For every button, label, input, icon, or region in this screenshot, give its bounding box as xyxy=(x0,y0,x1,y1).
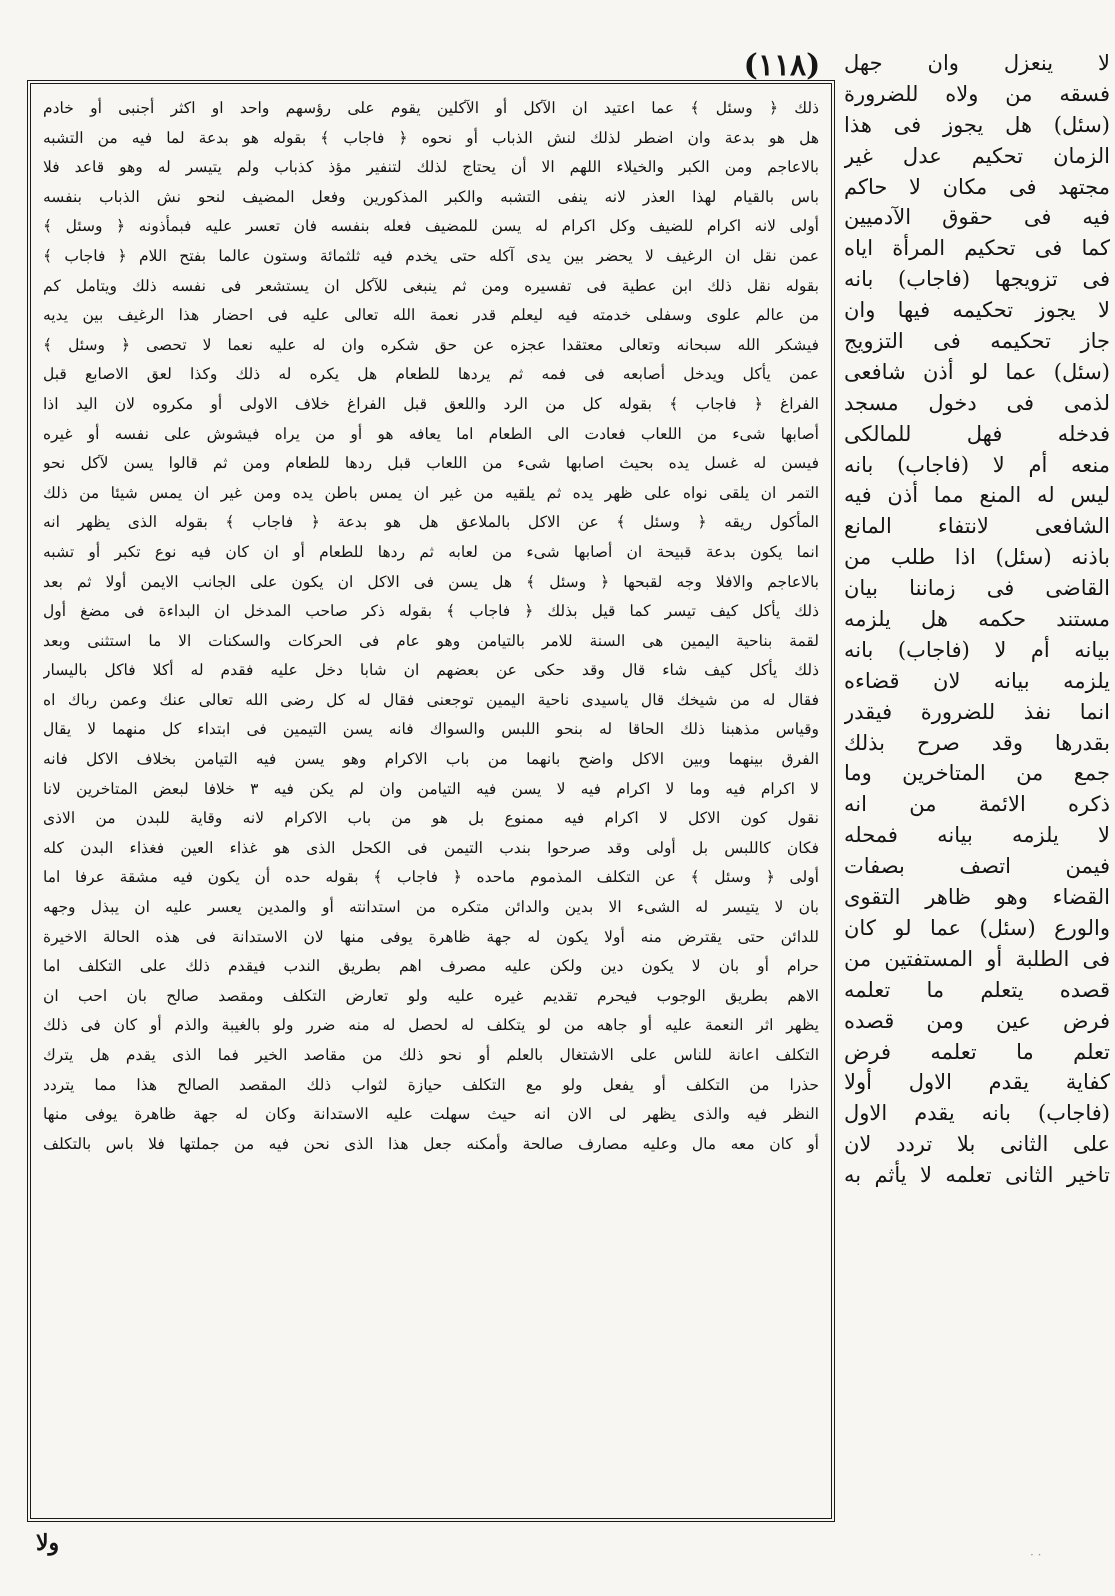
margin-note-line: جمع من المتاخرين وما xyxy=(844,761,1110,786)
main-text-line: عمن يأكل ويدخل أصابعه فى فمه ثم يردها للطعام هل يكره له ذلك وكذا لعق الاصابع قبل xyxy=(43,365,819,384)
margin-note-line: بقدرها وقد صرح بذلك xyxy=(844,730,1110,755)
margin-note-line: فرض عين ومن قصده xyxy=(844,1008,1110,1033)
main-text-line: ذلك يأكل كيف شاء قال وقد حكى عن بعضهم ان شابا دخل عليه فقدم له أكلا فاكل باليسار xyxy=(43,661,819,680)
page-number: (١١٨) xyxy=(743,48,821,83)
page-smudge: · · xyxy=(1030,1548,1042,1562)
main-text-line: هل هو بدعة وان اضطر لذلك لنش الذباب أو نحوه ﴿ فاجاب ﴾ بقوله هو بدعة لما فيه من التشبه xyxy=(43,128,819,147)
main-text-line: بالاعاجم والافلا وجه لقبحها ﴿ وسئل ﴾ هل يسن فى الاكل ان يكون على الجانب الايمن أولا ثم بعد xyxy=(43,572,819,591)
main-text-line: فيشكر الله سبحانه وتعالى معتقدا عجزه عن حق شكره وان له عليه نعما لا تحصى ﴿ وسئل ﴾ xyxy=(43,335,819,354)
main-text-line: انما يكون بدعة قبيحة ان أصابها شىء من لعابه ثم ردها للطعام أو ان كان فيه نوع تكبر أو تشبه xyxy=(43,542,819,561)
margin-note-line: فى تزويجها (فاجاب) بانه xyxy=(844,267,1110,292)
margin-note-line: لا يلزمه بيانه فمحله xyxy=(844,823,1110,848)
main-text-line: المأكول ريقه ﴿ وسئل ﴾ عن الاكل بالملاعق هل هو بدعة ﴿ فاجاب ﴾ بقوله الذى يظهر انه xyxy=(43,513,819,532)
margin-note-line: جاز تحكيمه فى التزويج xyxy=(844,329,1110,354)
main-text-line: أولى لانه اكرام للضيف وكل اكرام له يسن للمضيف فعله بنفسه فان تعسر عليه فبمأذونه ﴿ وسئل ﴾ xyxy=(43,217,819,236)
margin-note-line: فدخله فهل للمالكى xyxy=(844,421,1110,446)
main-text-line: أصابها شىء من اللعاب فعادت الى الطعام اما يعافه هو أو من يراه فيشوش على نفسه أو غيره xyxy=(43,424,819,443)
margin-note-line: فيمن اتصف بصفات xyxy=(844,854,1110,879)
main-text-line: النظر فيه والذى يظهر لى الان انه حيث سهلت عليه الاستدانة وكان له جهة ظاهرة يوفى منها xyxy=(43,1105,819,1124)
margin-notes-column xyxy=(844,48,1110,1191)
catchword: ولا xyxy=(36,1530,60,1556)
margin-note-line: باذنه (سئل) اذا طلب من xyxy=(844,545,1110,570)
main-text-line: يظهر اثر النعمة عليه أو جاهه من لو يتكلف له لحصل له منه ضرر ولو بالغيبة والذم أو كان فى ذلك xyxy=(43,1016,819,1035)
main-text-body xyxy=(43,94,819,1159)
main-text-line: التمر ان يلقى نواه على ظهر يده ثم يلقيه من غير ان يمس باطن يده ومن غير ان يمس شيئا من ذلك xyxy=(43,483,819,502)
main-text-line: حرام أو بان لا يكون دين ولكن عليه مصرف اهم بطريق الندب فيقدم ذلك على التكلف اما xyxy=(43,957,819,976)
main-text-line: للدائن حتى يقترض منه أولا يكون له جهة ظاهرة يوفى منها لان الاستدانة فى هذه الحالة الاخيرة xyxy=(43,927,819,946)
margin-note-line: فيه فى حقوق الآدميين xyxy=(844,205,1110,230)
margin-note-line: فى الطلبة أو المستفتين من xyxy=(844,946,1110,971)
main-text-line: الاهم بطريق الوجوب فيحرم تقديم غيره عليه ولو تعارض التكلف ومقصد صالح بان احب ان xyxy=(43,986,819,1005)
margin-note-line: تاخير الثانى تعلمه لا يأثم به xyxy=(844,1163,1110,1188)
main-text-line: فكان كاللبس بل أولى وقد صرحوا بندب التيمن فى الكحل الذى هو غذاء العين فغذاء البدن كله xyxy=(43,838,819,857)
margin-note-line: على الثانى بلا تردد لان xyxy=(844,1132,1110,1157)
main-text-line: من عالم علوى وسفلى خدمته فيه ليعلم قدر نعمة الله تعالى عليه فى احضار هذا الرغيف بين يديه xyxy=(43,306,819,325)
margin-note-line: (سئل) هل يجوز فى هذا xyxy=(844,112,1110,137)
margin-note-line: قصده يتعلم ما تعلمه xyxy=(844,977,1110,1002)
main-text-line: بان لا يتيسر له الشىء الا بدين والدائن متكره من استدانته أو والمدين يعسر عليه ان يبذل وجهه xyxy=(43,898,819,917)
main-text-line: لقمة بناحية اليمين هى السنة للامر بالتيامن وهو عام فى الحركات والسكنات الا ما استثنى وبعد xyxy=(43,631,819,650)
margin-note-line: ليس له المنع مما أذن فيه xyxy=(844,483,1110,508)
main-text-line: الفراغ ﴿ فاجاب ﴾ بقوله كل من الرد واللعق قبل الفراغ خلاف الاولى أو مكروه لان اليد اذا xyxy=(43,394,819,413)
margin-note-line: ذكره الائمة من انه xyxy=(844,792,1110,817)
margin-note-line: القاضى فى زماننا بيان xyxy=(844,576,1110,601)
main-text-line: الفرق بينهما وبين الاكل واضح بانهما من باب الاكرام وهو يسن فيه التيامن بخلاف الاكل فانه xyxy=(43,750,819,769)
margin-note-line: كفاية يقدم الاول أولا xyxy=(844,1070,1110,1095)
margin-note-line: فسقه من ولاه للضرورة xyxy=(844,81,1110,106)
main-text-line: ذلك يأكل كيف تيسر كما قيل بذلك ﴿ فاجاب ﴾ بقوله ذكر صاحب المدخل ان البداءة فى مضغ أول xyxy=(43,602,819,621)
main-text-line: فيسن له غسل يده بحيث اصابها شىء من اللعاب قبل ردها للطعام ومن ثم قالوا يسن لآكل نحو xyxy=(43,454,819,473)
margin-note-line: منعه أم لا (فاجاب) بانه xyxy=(844,452,1110,477)
margin-note-line: انما نفذ للضرورة فيقدر xyxy=(844,699,1110,724)
main-text-frame xyxy=(27,80,835,1522)
margin-note-line: لذمى فى دخول مسجد xyxy=(844,390,1110,415)
main-text-line: أو كان معه مال وعليه مصارف صالحة وأمكنه جعل هذا الذى نحن فيه من جملتها فلا باس بالتكلف xyxy=(43,1134,819,1153)
margin-note-line: والورع (سئل) عما لو كان xyxy=(844,915,1110,940)
main-text-line: التكلف اعانة للناس على الاشتغال بالعلم أو نحو ذلك من مقاصد الخير فما الذى يقدم هل يترك xyxy=(43,1046,819,1064)
margin-note-line: القضاء وهو ظاهر التقوى xyxy=(844,885,1110,910)
main-text-line: نقول كون الاكل لا اكرام فيه ممنوع بل هو من باب الاكرام لانه وقاية للبدن من الاذى xyxy=(43,809,819,828)
main-text-line: حذرا من التكلف أو يفعل ولو مع التكلف حيازة لثواب ذلك المقصد الصالح هذا مما يتردد xyxy=(43,1075,819,1094)
margin-note-line: الزمان تحكيم عدل غير xyxy=(844,143,1110,168)
margin-note-line: مستند حكمه هل يلزمه xyxy=(844,607,1110,632)
main-text-line: عمن نقل ان الرغيف لا يحضر بين يدى آكله حتى يخدم فيه ثلثمائة وستون عالما بفتح اللام ﴿ فاجاب ﴾ xyxy=(43,246,819,265)
margin-note-line: كما فى تحكيم المرأة اياه xyxy=(844,236,1110,261)
margin-note-line: (سئل) عما لو أذن شافعى xyxy=(844,359,1110,384)
margin-note-line: (فاجاب) بانه يقدم الاول xyxy=(844,1101,1110,1126)
margin-note-line: تعلم ما تعلمه فرض xyxy=(844,1039,1110,1064)
main-text-line: وقياس مذهبنا ذلك الحاقا له بنحو اللبس والسواك فانه يسن التيمين فى ابتداء كل منهما لا يقال xyxy=(43,720,819,739)
main-text-line: فقال له من شيخك قال ياسيدى ناحية اليمين توجعنى فقال له كل رضى الله تعالى عنك وعمن رباك اه xyxy=(43,690,819,709)
margin-note-line: لا يجوز تحكيمه فيها وان xyxy=(844,298,1110,323)
margin-note-line: بيانه أم لا (فاجاب) بانه xyxy=(844,637,1110,662)
margin-note-line: الشافعى لانتفاء المانع xyxy=(844,514,1110,539)
main-text-line: أولى ﴿ وسئل ﴾ عن التكلف المذموم ماحده ﴿ فاجاب ﴾ بقوله حده أن يكون فيه مشقة عرفا اما xyxy=(43,868,819,887)
main-text-line: بقوله نقل ذلك ابن عطية فى تفسيره ومن ثم ينبغى للآكل ان يستشعر فى نفسه ذلك ويتامل كم xyxy=(43,276,819,295)
margin-note-line: مجتهد فى مكان لا حاكم xyxy=(844,174,1110,199)
margin-note-line: يلزمه بيانه لان قضاءه xyxy=(844,668,1110,693)
main-text-line: بالاعاجم ومن الكبر والخيلاء اللهم الا أن يحتاج لذلك لتنفير مؤذ كذباب ولم يتيسر له وهو قاعد فلا xyxy=(43,158,819,177)
main-text-line: لا اكرام فيه وما لا اكرام فيه لا يسن فيه التيامن وان لم يكن فيه ٣ خلافا لبعض المتاخرين لانا xyxy=(43,779,819,798)
main-text-line: باس بالقيام لهذا العذر لانه ينفى التشبه والكبر المذكورين وفعل المضيف لنحو نش الذباب بنفسه xyxy=(43,187,819,206)
margin-note-line: لا ينعزل وان جهل xyxy=(844,51,1110,75)
main-text-line: ذلك ﴿ وسئل ﴾ عما اعتيد ان الآكل أو الآكلين يقوم على رؤسهم واحد او اكثر أجنبى أو خادم xyxy=(43,99,819,117)
